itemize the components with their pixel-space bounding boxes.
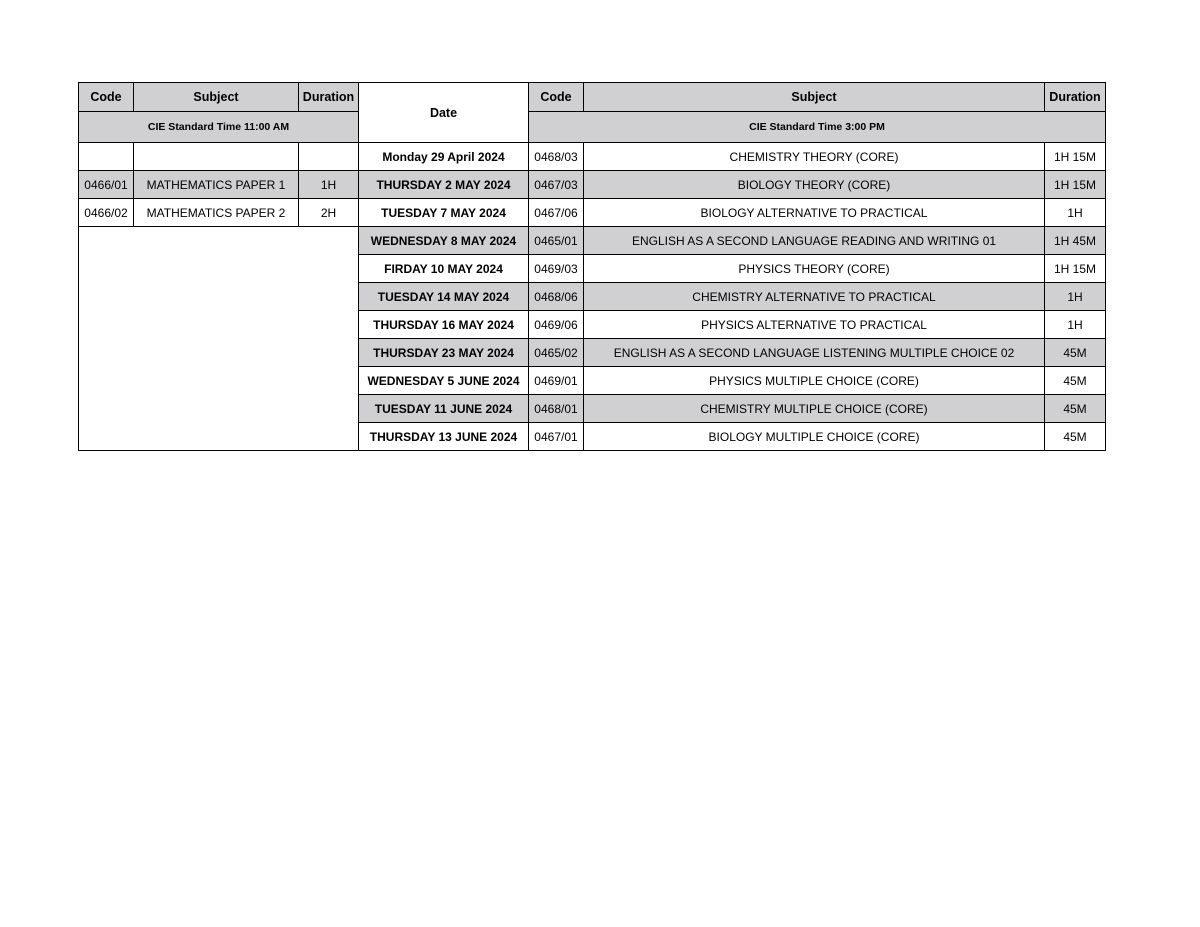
duration-cell: 1H 15M (1045, 255, 1106, 283)
date-cell: THURSDAY 13 JUNE 2024 (359, 423, 529, 451)
subject-cell: ENGLISH AS A SECOND LANGUAGE READING AND WRITING 01 (584, 227, 1045, 255)
subject-cell: BIOLOGY THEORY (CORE) (584, 171, 1045, 199)
morning-code-cell (79, 143, 134, 171)
code-cell: 0467/06 (529, 199, 584, 227)
code-cell: 0468/03 (529, 143, 584, 171)
subject-cell: CHEMISTRY THEORY (CORE) (584, 143, 1045, 171)
date-cell: THURSDAY 2 MAY 2024 (359, 171, 529, 199)
exam-timetable (78, 82, 1105, 451)
code-cell: 0467/01 (529, 423, 584, 451)
table-row (79, 199, 1106, 227)
session-row (79, 112, 1106, 143)
morning-duration-cell: 2H (299, 199, 359, 227)
afternoon-session-label: CIE Standard Time 3:00 PM (529, 112, 1106, 143)
date-cell: FIRDAY 10 MAY 2024 (359, 255, 529, 283)
code-cell: 0469/03 (529, 255, 584, 283)
code-cell: 0465/02 (529, 339, 584, 367)
duration-cell: 45M (1045, 339, 1106, 367)
subject-cell: PHYSICS THEORY (CORE) (584, 255, 1045, 283)
date-cell: Monday 29 April 2024 (359, 143, 529, 171)
duration-cell: 45M (1045, 395, 1106, 423)
header-right-code: Code (529, 83, 584, 112)
header-right-subject: Subject (584, 83, 1045, 112)
date-cell: THURSDAY 16 MAY 2024 (359, 311, 529, 339)
header-right-duration: Duration (1045, 83, 1106, 112)
morning-duration-cell (299, 143, 359, 171)
code-cell: 0469/06 (529, 311, 584, 339)
subject-cell: BIOLOGY MULTIPLE CHOICE (CORE) (584, 423, 1045, 451)
duration-cell: 1H (1045, 199, 1106, 227)
date-cell: THURSDAY 23 MAY 2024 (359, 339, 529, 367)
header-subject: Subject (134, 83, 299, 112)
subject-cell: CHEMISTRY ALTERNATIVE TO PRACTICAL (584, 283, 1045, 311)
morning-code-cell: 0466/01 (79, 171, 134, 199)
duration-cell: 1H 45M (1045, 227, 1106, 255)
subject-cell: CHEMISTRY MULTIPLE CHOICE (CORE) (584, 395, 1045, 423)
morning-subject-cell: MATHEMATICS PAPER 2 (134, 199, 299, 227)
duration-cell: 45M (1045, 367, 1106, 395)
code-cell: 0468/06 (529, 283, 584, 311)
duration-cell: 1H (1045, 311, 1106, 339)
date-cell: TUESDAY 14 MAY 2024 (359, 283, 529, 311)
code-cell: 0465/01 (529, 227, 584, 255)
header-code: Code (79, 83, 134, 112)
subject-cell: PHYSICS ALTERNATIVE TO PRACTICAL (584, 311, 1045, 339)
duration-cell: 45M (1045, 423, 1106, 451)
code-cell: 0467/03 (529, 171, 584, 199)
timetable-table (78, 82, 1106, 451)
morning-subject-cell: MATHEMATICS PAPER 1 (134, 171, 299, 199)
table-row (79, 143, 1106, 171)
header-date: Date (359, 83, 529, 143)
morning-code-cell: 0466/02 (79, 199, 134, 227)
code-cell: 0468/01 (529, 395, 584, 423)
header-row (79, 83, 1106, 112)
date-cell: WEDNESDAY 8 MAY 2024 (359, 227, 529, 255)
date-cell: TUESDAY 7 MAY 2024 (359, 199, 529, 227)
morning-duration-cell: 1H (299, 171, 359, 199)
subject-cell: ENGLISH AS A SECOND LANGUAGE LISTENING MULTIPLE CHOICE 02 (584, 339, 1045, 367)
subject-cell: PHYSICS MULTIPLE CHOICE (CORE) (584, 367, 1045, 395)
duration-cell: 1H (1045, 283, 1106, 311)
empty-morning-area (79, 227, 359, 451)
date-cell: TUESDAY 11 JUNE 2024 (359, 395, 529, 423)
subject-cell: BIOLOGY ALTERNATIVE TO PRACTICAL (584, 199, 1045, 227)
duration-cell: 1H 15M (1045, 143, 1106, 171)
table-row (79, 171, 1106, 199)
date-cell: WEDNESDAY 5 JUNE 2024 (359, 367, 529, 395)
duration-cell: 1H 15M (1045, 171, 1106, 199)
table-row (79, 227, 1106, 255)
morning-session-label: CIE Standard Time 11:00 AM (79, 112, 359, 143)
morning-subject-cell (134, 143, 299, 171)
header-duration: Duration (299, 83, 359, 112)
code-cell: 0469/01 (529, 367, 584, 395)
